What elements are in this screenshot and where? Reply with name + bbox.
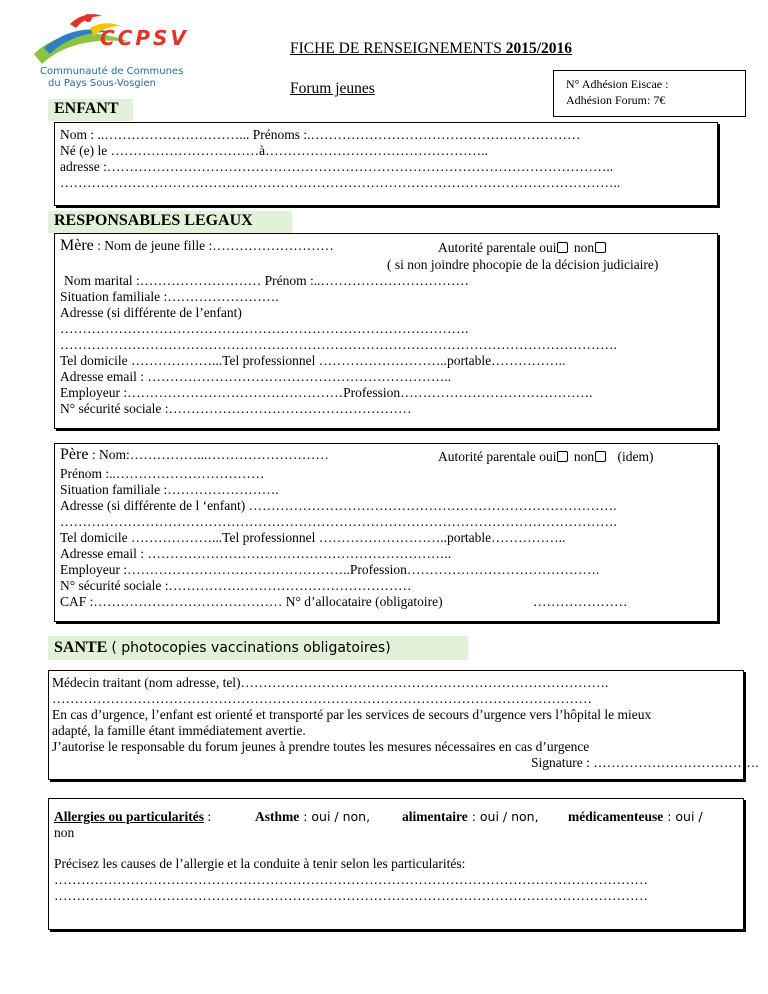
pere-autorite-oui-checkbox[interactable] — [557, 451, 568, 462]
alimentaire-label: alimentaire — [402, 809, 468, 824]
mere-autorite-label: Autorité parentale oui — [438, 240, 557, 255]
title-prefix: FICHE DE RENSEIGNEMENTS — [290, 40, 506, 57]
pere-label: Père — [60, 446, 89, 463]
sante-urgence-line2: adapté, la famille étant immédiatement avertie. — [52, 723, 306, 738]
mere-nom-marital: Nom marital :……………………… Prénom :..…………………………… — [64, 273, 469, 288]
mere-adresse-label: Adresse (si différente de l’enfant) — [60, 305, 242, 320]
pere-prenom: Prénom :..…………………………… — [60, 466, 265, 481]
allergies-label: Allergies ou particularités — [54, 809, 204, 824]
logo-subtitle-line2: du Pays Sous-Vosgien — [48, 78, 156, 89]
sante-signature: Signature : ………………………………. — [531, 755, 759, 770]
sante-heading-note: ( photocopies vaccinations obligatoires) — [111, 640, 391, 656]
mere-label: Mère — [60, 237, 94, 254]
enfant-adresse-line: adresse :………………………………………………………………………………………………….. — [60, 159, 614, 174]
asthme-value: : oui / non, — [299, 809, 371, 824]
pere-idem: (idem) — [617, 449, 654, 464]
mere-autorite-oui-checkbox[interactable] — [557, 242, 568, 253]
section-heading-responsables: RESPONSABLES LEGAUX — [48, 211, 292, 233]
pere-autorite-non-checkbox[interactable] — [595, 451, 606, 462]
mere-tel: Tel domicile ………………...Tel professionnel ………………………..portable…………….. — [60, 353, 566, 368]
mere-email: Adresse email : ………………………………………………………….. — [60, 369, 452, 384]
title-year: 2015/2016 — [505, 40, 573, 57]
section-heading-enfant: ENFANT — [48, 99, 133, 121]
sante-urgence-line1: En cas d’urgence, l’enfant est orienté et transporté par les services de secours d’urgence vers l’hôpital le mieux — [52, 707, 652, 722]
mere-secu: N° sécurité sociale :……………………………………………… — [60, 401, 412, 416]
sante-medecin: Médecin traitant (nom adresse, tel)………………………………………………………………………. — [52, 675, 609, 690]
sante-autorise: J’autorise le responsable du forum jeunes à prendre toutes les mesures nécessaires en cas d’urgence — [52, 739, 590, 754]
mere-nom-jeune-fille: : Nom de jeune fille :……………………… — [97, 238, 334, 253]
sante-dots: ………………………………………………………………………………………………………… — [52, 691, 592, 706]
asthme-label: Asthme — [255, 809, 300, 824]
mere-adresse-line1: ………………………………………………………………………………. — [60, 321, 469, 336]
pere-nom: : Nom:……………...……………………… — [91, 447, 329, 462]
logo-subtitle-line1: Communauté de Communes — [40, 66, 184, 77]
pere-adresse-line1: Adresse (si différente de l ‘enfant) ………………………………………………………………………. — [60, 498, 617, 513]
adhesion-line1: N° Adhésion Eiscae : — [566, 77, 669, 91]
mere-non-label: non — [573, 240, 595, 255]
mere-note: ( si non joindre phocopie de la décision judiciaire) — [387, 257, 659, 272]
enfant-naissance-line: Né (e) le ……………………………à………………………………………….. — [60, 143, 488, 158]
allergies-box — [48, 798, 744, 930]
mere-situation: Situation familiale :……………………. — [60, 289, 279, 304]
mere-autorite-non-checkbox[interactable] — [595, 242, 606, 253]
sante-box — [48, 670, 759, 780]
pere-secu: N° sécurité sociale :……………………………………………… — [60, 578, 412, 593]
pere-autorite-label: Autorité parentale oui — [438, 449, 557, 464]
mere-employeur: Employeur :…………………………………………Profession……………………………………. — [60, 385, 593, 400]
pere-caf: CAF :…………………………………… N° d’allocataire (obligatoire) — [60, 594, 443, 609]
pere-tel: Tel domicile ………………...Tel professionnel ………………………..portable…………….. — [60, 530, 566, 545]
ccpsv-logo — [30, 8, 200, 88]
logo-brand: CCPSV — [100, 26, 189, 50]
enfant-nom-line: Nom : ..…………………………... Prénoms :.…………………………………………………… — [60, 127, 581, 142]
mere-box — [54, 233, 718, 429]
adhesion-line2: Adhésion Forum: 7€ — [566, 93, 666, 107]
pere-box — [54, 443, 718, 622]
medicamenteuse-label: médicamenteuse — [568, 809, 664, 824]
allergies-precisez: Précisez les causes de l’allergie et la conduite à tenir selon les particularités: — [54, 856, 466, 871]
adhesion-box — [553, 70, 746, 117]
allergies-dots2: …………………………………………………………………………………………………………………… — [54, 888, 648, 903]
allergies-dots1: …………………………………………………………………………………………………………………… — [54, 872, 648, 887]
pere-email: Adresse email : ………………………………………………………….. — [60, 546, 452, 561]
enfant-box — [54, 122, 718, 206]
enfant-adresse-line2: …………………………………………………………………………………………………………….. — [60, 175, 621, 190]
allergies-colon: : — [203, 809, 212, 824]
alimentaire-value: : oui / non, — [467, 809, 539, 824]
pere-situation: Situation familiale :……………………. — [60, 482, 279, 497]
page-title — [290, 40, 572, 58]
page-subtitle: Forum jeunes — [290, 80, 375, 97]
pere-non-label: non — [573, 449, 595, 464]
sante-heading: SANTE — [54, 639, 108, 656]
pere-caf-dots: ………………… — [533, 594, 628, 609]
medicamenteuse-value: : oui / — [663, 809, 703, 824]
pere-employeur: Employeur :…………………………………………..Profession……………………………………. — [60, 562, 600, 577]
allergies-wrap: non — [54, 825, 75, 840]
pere-adresse-line2: ……………………………………………………………………………………………………………. — [60, 514, 617, 529]
section-heading-sante — [48, 636, 468, 660]
mere-adresse-line2: ……………………………………………………………………………………………………………. — [60, 337, 617, 352]
